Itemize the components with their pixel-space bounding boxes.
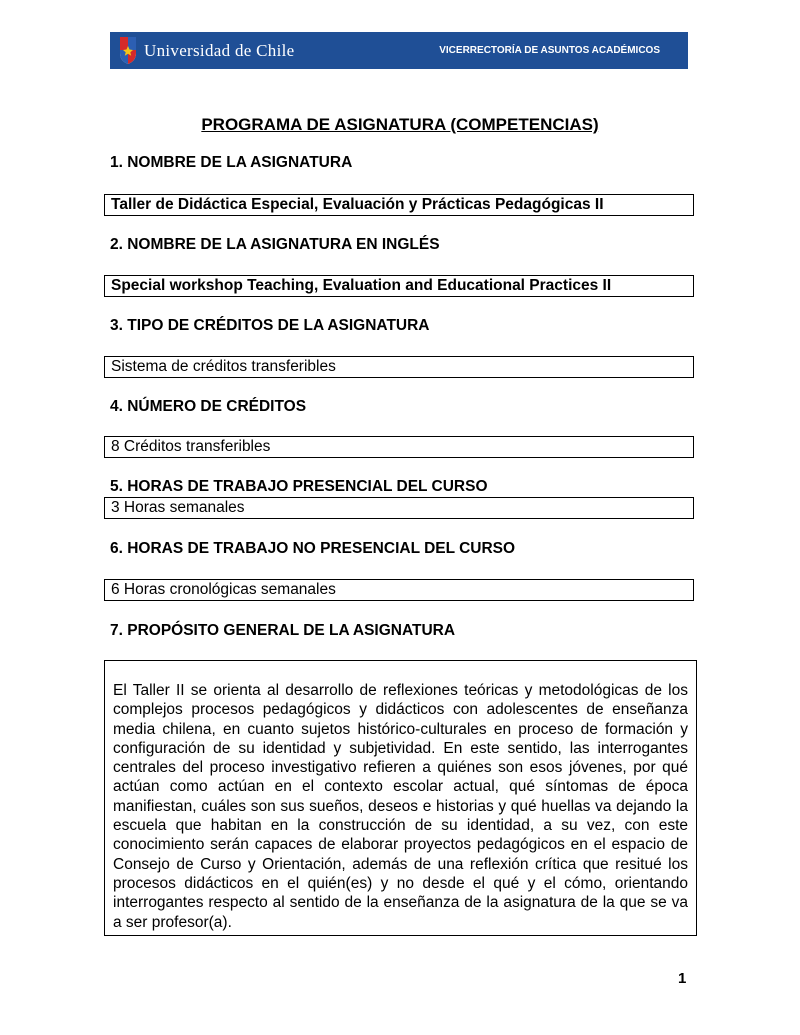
section-6-value: 6 Horas cronológicas semanales: [104, 579, 694, 601]
section-3-heading: 3. TIPO DE CRÉDITOS DE LA ASIGNATURA: [110, 317, 430, 334]
page-number: 1: [678, 970, 687, 987]
university-name: Universidad de Chile: [144, 41, 295, 60]
section-5-value: 3 Horas semanales: [104, 497, 694, 519]
section-1-heading: 1. NOMBRE DE LA ASIGNATURA: [110, 154, 353, 171]
vicerrectoria-name: VICERRECTORÍA DE ASUNTOS ACADÉMICOS: [439, 45, 660, 56]
university-crest-icon: [118, 35, 138, 65]
section-4-heading: 4. NÚMERO DE CRÉDITOS: [110, 398, 307, 415]
section-5-heading: 5. HORAS DE TRABAJO PRESENCIAL DEL CURSO: [110, 478, 488, 495]
header-banner: [110, 32, 688, 69]
section-6-heading: 6. HORAS DE TRABAJO NO PRESENCIAL DEL CURSO: [110, 540, 516, 557]
section-2-value: Special workshop Teaching, Evaluation and Educational Practices II: [104, 275, 694, 297]
section-4-value: 8 Créditos transferibles: [104, 436, 694, 458]
section-7-heading: 7. PROPÓSITO GENERAL DE LA ASIGNATURA: [110, 622, 456, 639]
section-7-description: El Taller II se orienta al desarrollo de reflexiones teóricas y metodológicas de los complejos procesos pedagógicos y didácticos con adolescentes de enseñanza media chilena, en cuanto sujetos histórico-culturales en proceso de formación y configuración de su identidad y subjetividad. En este sentido, las interrogantes centrales del proceso investigativo refieren a quiénes son esos jóvenes, por qué actúan como actúan en el contexto escolar actual, qué síntomas de época manifiestan, cuáles son sus sueños, deseos e historias y qué huellas va dejando la escuela que habitan en la construcción de su identidad, a su vez, con este conocimiento serán capaces de elaborar proyectos pedagógicos en el espacio de Consejo de Curso y Orientación, además de una reflexión crítica que resitué los procesos didácticos en el quién(es) y no desde el qué y el cómo, orientando interrogantes respecto al sentido de la enseñanza de la asignatura de la que se va a ser profesor(a).: [104, 660, 697, 936]
section-1-value: Taller de Didáctica Especial, Evaluación y Prácticas Pedagógicas II: [104, 194, 694, 216]
section-3-value: Sistema de créditos transferibles: [104, 356, 694, 378]
section-2-heading: 2. NOMBRE DE LA ASIGNATURA EN INGLÉS: [110, 236, 440, 253]
document-title: PROGRAMA DE ASIGNATURA (COMPETENCIAS): [201, 115, 599, 134]
